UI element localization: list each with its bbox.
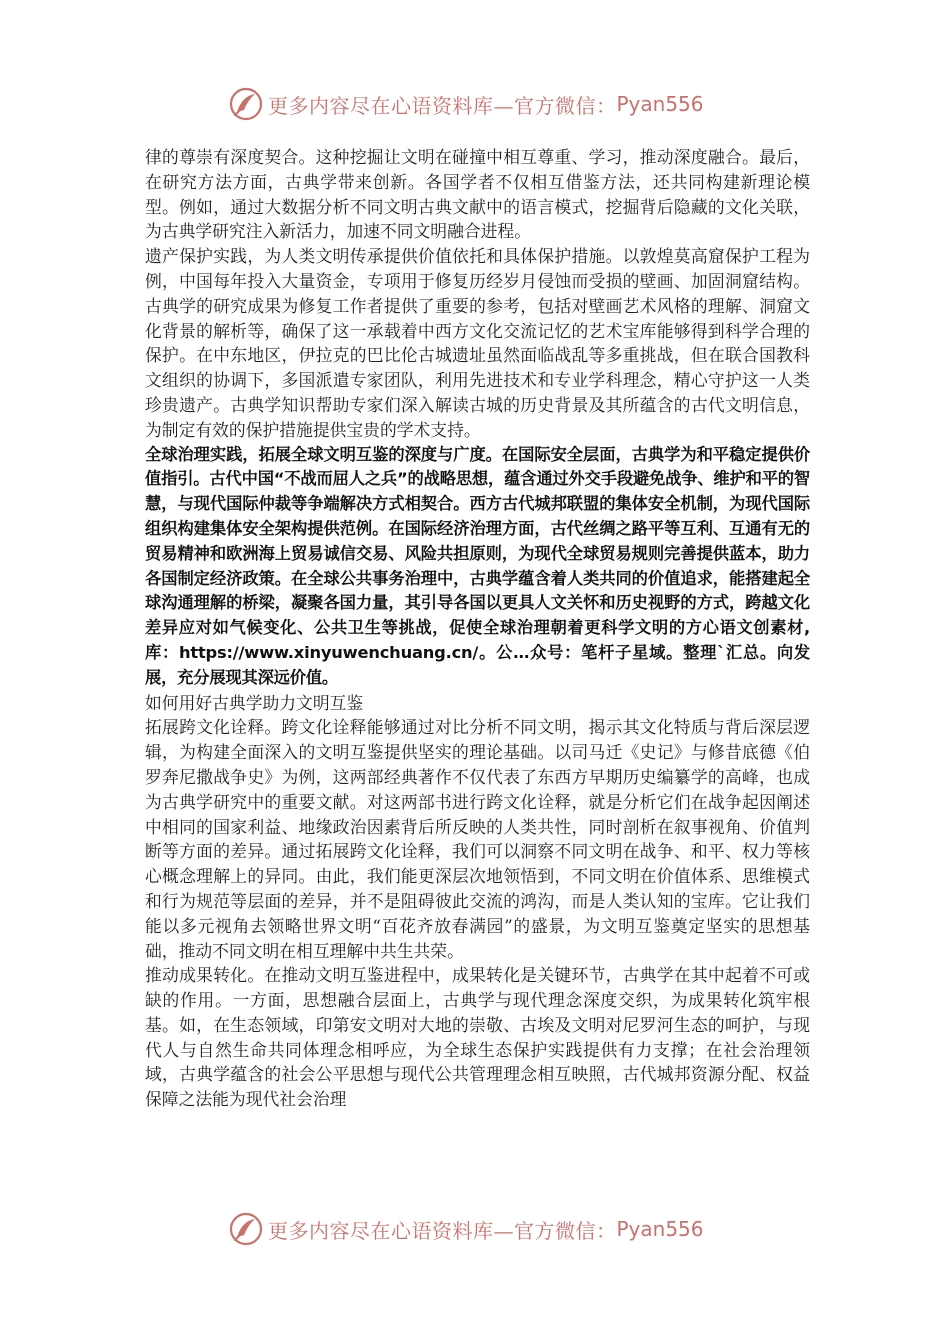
section-heading: 如何用好古典学助力文明互鉴 [145, 692, 364, 713]
brand-logo-icon [228, 1211, 264, 1247]
banner-text: 更多内容尽在心语资料库—官方微信： [268, 93, 617, 118]
banner-wechat-id: Pyan556 [616, 1217, 704, 1241]
article-body [145, 145, 810, 1112]
banner-wechat-id: Pyan556 [616, 92, 704, 116]
paragraph-cross-cultural: 拓展跨文化诠释。跨文化诠释能够通过对比分析不同文明，揭示其文化特质与背后深层逻辑，为构建全面深入的文明互鉴提供坚实的理论基础。以司马迁《史记》与修昔底德《伯罗奔尼撒战争史》为例，这两部经典著作不仅代表了东西方早期历史编纂学的高峰，也成为古典学研究中的重要文献。对这两部书进行跨文化诠释，就是分析它们在战争起因阐述中相同的国家利益、地缘政治因素背后所反映的人类共性，同时剖析在叙事视角、价值判断等方面的差异。通过拓展跨文化诠释，我们可以洞察不同文明在战争、和平、权力等核心概念理解上的异同。由此，我们能更深层次地领悟到，不同文明在价值体系、思维模式和行为规范等层面的差异，并不是阻碍彼此交流的鸿沟，而是人类认知的宝库。它让我们能以多元视角去领略世界文明“百花齐放春满园”的盛景，为文明互鉴奠定坚实的思想基础，推动不同文明在相互理解中共生共荣。 [145, 717, 810, 961]
header-banner [0, 82, 950, 126]
paragraph-results-transformation: 推动成果转化。在推动文明互鉴进程中，成果转化是关键环节，古典学在其中起着不可或缺的作用。一方面，思想融合层面上，古典学与现代理念深度交织，为成果转化筑牢根基。如，在生态领域，印第安文明对大地的崇敬、古埃及文明对尼罗河生态的呵护，与现代人与自然生命共同体理念相呼应，为全球生态保护实践提供有力支撑；在社会治理领域，古典学蕴含的社会公平思想与现代公共管理理念相互映照，古代城邦资源分配、权益保障之法能为现代社会治理 [145, 965, 810, 1110]
paragraph-heritage-protection: 遗产保护实践，为人类文明传承提供价值依托和具体保护措施。以敦煌莫高窟保护工程为例，中国每年投入大量资金，专项用于修复历经岁月侵蚀而受损的壁画、加固洞窟结构。古典学的研究成果为修复工作者提供了重要的参考，包括对壁画艺术风格的理解、洞窟文化背景的解析等，确保了这一承载着中西方文化交流记忆的艺术宝库能够得到科学合理的保护。在中东地区，伊拉克的巴比伦古城遗址虽然面临战乱等多重挑战，但在联合国教科文组织的协调下，多国派遣专家团队，利用先进技术和专业学科理念，精心守护这一人类珍贵遗产。古典学知识帮助专家们深入解读古城的历史背景及其所蕴含的古代文明信息，为制定有效的保护措施提供宝贵的学术支持。 [145, 246, 810, 440]
brand-logo-icon [228, 86, 264, 122]
paragraph-global-governance: 全球治理实践，拓展全球文明互鉴的深度与广度。在国际安全层面，古典学为和平稳定提供价值指引。古代中国“不战而屈人之兵”的战略思想，蕴含通过外交手段避免战争、维护和平的智慧，与现代国际仲裁等争端解决方式相契合。西方古代城邦联盟的集体安全机制，为现代国际组织构建集体安全架构提供范例。在国际经济治理方面，古代丝绸之路平等互利、互通有无的贸易精神和欧洲海上贸易诚信交易、风险共担原则，为现代全球贸易规则完善提供蓝本，助力各国制定经济政策。在全球公共事务治理中，古典学蕴含着人类共同的价值追求，能搭建起全球沟通理解的桥梁，凝聚各国力量，其引导各国以更具人文关怀和历史视野的方式，跨越文化差异应对如气候变化、公共卫生等挑战，促使全球治理朝着更科学文明的方心语文创素材,库：https://www.xinyuwenchuang.cn/。公…众号：笔杆子星域。整理`汇总。向发展，充分展现其深远价值。 [145, 444, 810, 687]
paragraph-methods: 律的尊崇有深度契合。这种挖掘让文明在碰撞中相互尊重、学习，推动深度融合。最后，在研究方法方面，古典学带来创新。各国学者不仅相互借鉴方法，还共同构建新理论模型。例如，通过大数据分析不同文明古典文献中的语言模式，挖掘背后隐藏的文化关联，为古典学研究注入新活力，加速不同文明融合进程。 [145, 147, 810, 242]
banner-text: 更多内容尽在心语资料库—官方微信： [268, 1218, 617, 1243]
footer-banner [0, 1207, 950, 1251]
